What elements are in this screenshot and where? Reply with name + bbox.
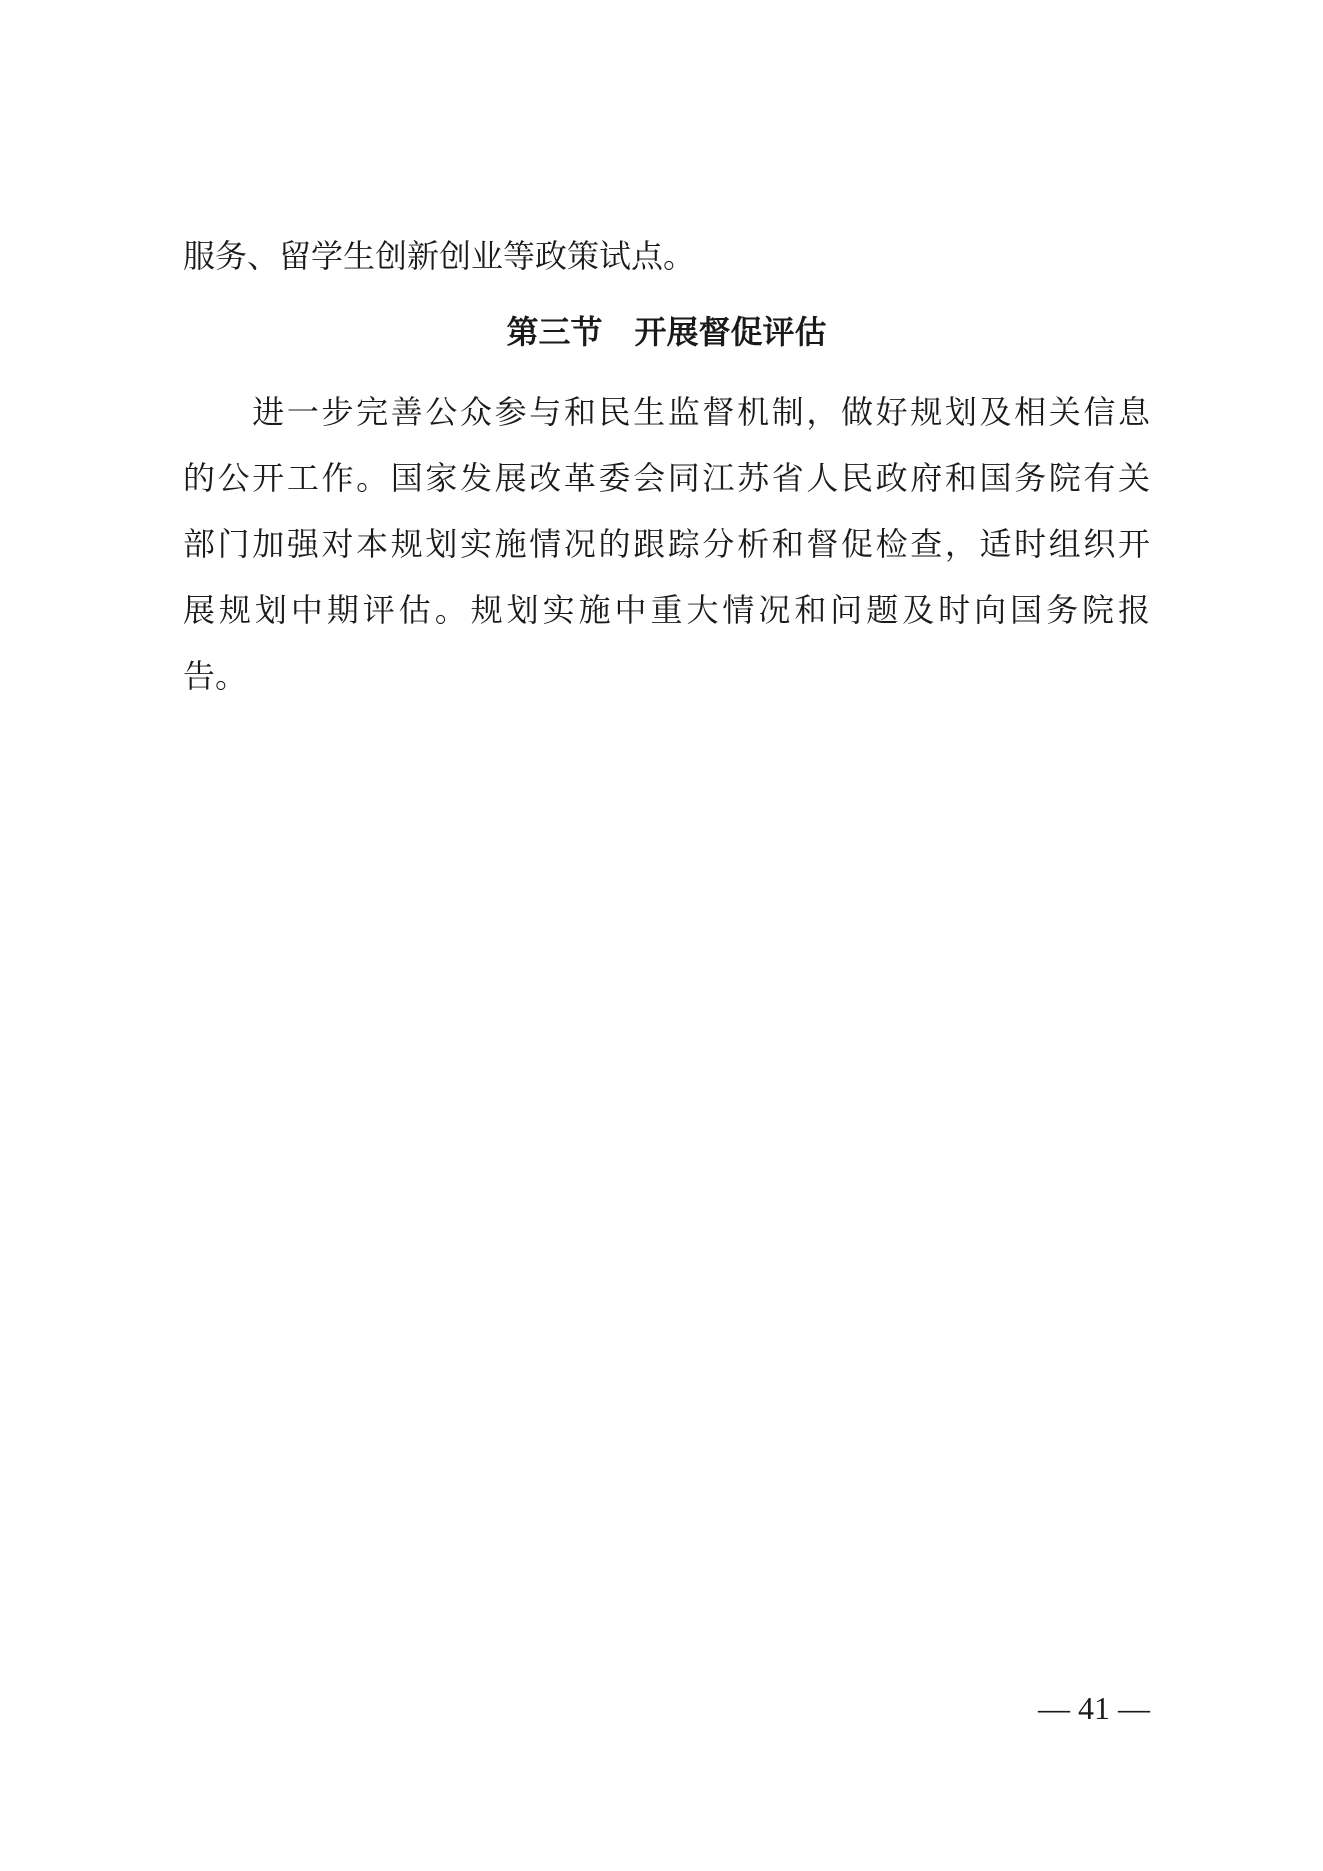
paragraph-line: 告。 [183,657,248,695]
paragraph-line: 展规划中期评估。规划实施中重大情况和问题及时向国务院报 [183,591,1150,629]
paragraph-line: 部门加强对本规划实施情况的跟踪分析和督促检查，适时组织开 [183,525,1150,563]
section-heading: 第三节 开展督促评估 [506,313,827,351]
carryover-text-line: 服务、留学生创新创业等政策试点。 [183,237,696,275]
paragraph-line: 的公开工作。国家发展改革委会同江苏省人民政府和国务院有关 [183,459,1150,497]
page-number: — 41 — [1038,1690,1150,1726]
paragraph-line: 进一步完善公众参与和民生监督机制，做好规划及相关信息 [183,393,1150,431]
